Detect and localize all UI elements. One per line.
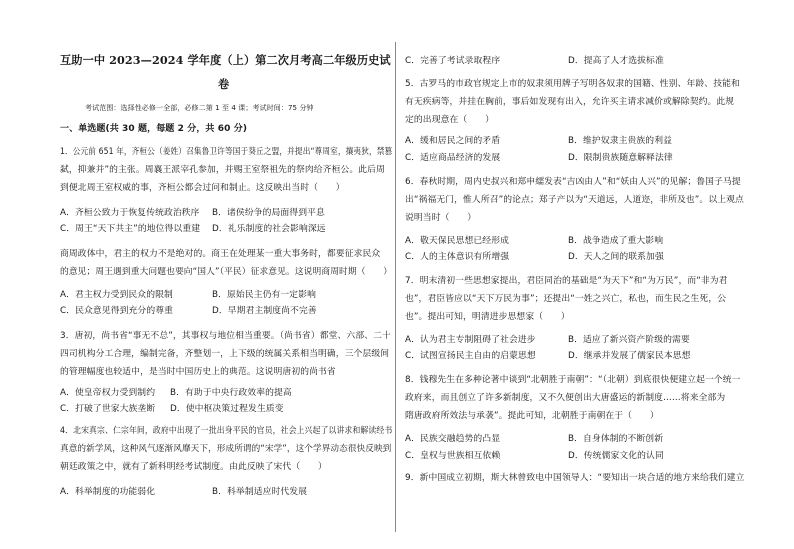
q5-line: 有无疾病等，并挂在胸前，事后如发现有出入，允许买主请求减价或解除契约。此规 — [405, 97, 735, 107]
q9-line: 9．新中国成立初期，斯大林曾致电中国领导人：“要知出一块合适的地方来给我们建立 — [405, 473, 745, 483]
q8-option-b[interactable]: B．自身体制的不断创新 — [568, 434, 664, 444]
q2-line: 商周政体中，君主的权力不是绝对的。商王在处理某一重大事务时，都要征求民众 — [60, 249, 381, 259]
q7-line: 也”，君臣皆应以“天下万民为事”；还提出“一姓之兴亡，私也，而生民之生死，公 — [405, 294, 727, 304]
q4-line: 朝廷政策之中，就有了新科明经考试制度。由此反映了宋代（ ） — [60, 462, 327, 472]
q5-option-a[interactable]: A．缓和居民之间的矛盾 — [405, 136, 501, 146]
q2-option-a[interactable]: A．君主权力受到民众的限制 — [60, 290, 173, 300]
q4-option-c[interactable]: C．完善了考试录取程序 — [405, 56, 501, 66]
q6-option-a[interactable]: A．敬天保民思想已经形成 — [405, 236, 509, 246]
q8-option-d[interactable]: D．传统儒家文化的认同 — [568, 451, 664, 461]
exam-scope: 考试范围：选择性必修一全部，必修二第 1 至 4 课；考试时间：75 分钟 — [85, 104, 314, 112]
q3-option-a[interactable]: A．使皇帝权力受到制约 — [60, 388, 156, 398]
q6-line: 6．春秋时期，周内史叔兴和郑申繻发表“吉凶由人”和“妖由人兴”的见解；鲁国子马提 — [405, 177, 741, 187]
q3-option-c[interactable]: C．打破了世家大族垄断 — [60, 404, 156, 414]
section-heading: 一、单选题(共 30 题，每题 2 分，共 60 分) — [60, 124, 248, 134]
q7-line: 也”。提出可知，明清进步思想家（ ） — [405, 312, 570, 322]
q6-line: 说明当时（ ） — [405, 213, 477, 223]
q1-option-d[interactable]: D．礼乐制度的社会影响深远 — [212, 224, 326, 234]
q5-line: 5．古罗马的市政官规定上市的奴隶须用牌子写明各奴隶的国籍、性别、年龄、技能和 — [405, 79, 740, 89]
q1-line: 弑，抑兼并”的主张。周襄王派宰孔参加，并赐王室祭祖先的祭肉给齐桓公。此后周 — [60, 165, 385, 175]
q1-option-a[interactable]: A．齐桓公致力于恢复传统政治秩序 — [60, 208, 200, 218]
q7-option-c[interactable]: C．试图宣扬民主自由的启蒙思想 — [405, 351, 536, 361]
q5-option-c[interactable]: C．适应商品经济的发展 — [405, 153, 501, 163]
q2-option-c[interactable]: C．民众意见得到充分的尊重 — [60, 306, 174, 316]
q8-line: 隋唐政府所效法与承袭”。提此可知，北朝胜于南朝在于（ ） — [405, 411, 659, 421]
q8-option-a[interactable]: A．民族交融趋势的凸显 — [405, 434, 501, 444]
q2-line: 的意见；周王遇到重大问题也要向“国人”（平民）征求意见。这说明商周时期（ ） — [60, 267, 393, 277]
q2-option-d[interactable]: D．早期君主制度尚不完善 — [212, 306, 317, 316]
q3-option-d[interactable]: D．使中枢决策过程发生质变 — [170, 404, 284, 414]
q1-option-c[interactable]: C．周王“天下共主”的地位得以重建 — [60, 224, 201, 234]
q8-option-c[interactable]: C．皇权与世族相互依赖 — [405, 451, 501, 461]
q5-option-d[interactable]: D．限制贵族随意解释法律 — [568, 153, 673, 163]
q3-option-b[interactable]: B．有助于中央行政效率的提高 — [170, 388, 292, 398]
q4-option-d[interactable]: D．提高了人才选拔标准 — [568, 56, 664, 66]
q5-option-b[interactable]: B．维护奴隶主贵族的利益 — [568, 136, 673, 146]
q7-line: 7．明末清初一些思想家提出，君臣同治的基础是“为天下”和“为万民”，而“非为君 — [405, 276, 728, 286]
q1-option-b[interactable]: B．诸侯纷争的局面得到平息 — [212, 208, 325, 218]
q7-option-a[interactable]: A．认为君主专制阻碍了社会进步 — [405, 335, 536, 345]
q4-option-b[interactable]: B．科举制适应时代发展 — [212, 487, 308, 497]
exam-title-line1: 互助一中 2023—2024 学年度（上）第二次月考高二年级历史试 — [60, 53, 391, 67]
q4-option-a[interactable]: A．科举制度的功能弱化 — [60, 487, 156, 497]
q6-line: 出“祸福无门，惟人所召”的论点；郑子产以为“天道远，人道迩，非所及也”。以上观点 — [405, 195, 744, 205]
q6-option-d[interactable]: D．天人之间的联系加强 — [568, 252, 664, 262]
q6-option-c[interactable]: C．人的主体意识有所增强 — [405, 252, 510, 262]
q3-line: 四司机构分工合理，编制完备，齐整划一，上下级的统属关系相当明确，三个层级间 — [60, 349, 390, 359]
q8-line: 政府来，而且创立了许多新制度，又不久便创出大唐盛运的新制度……将来全部为 — [405, 393, 726, 403]
q4-line: 真意的新学风，这种风气逐渐风靡天下，形成所谓的“宋学”，这个学界动态很快反映到 — [60, 444, 392, 454]
q7-option-d[interactable]: D．继承并发展了儒家民本思想 — [568, 351, 691, 361]
q6-option-b[interactable]: B．战争造成了重大影响 — [568, 236, 664, 246]
q1-line: 1．公元前 651 年，齐桓公（姜姓）召集鲁卫许等国于葵丘之盟，并提出“尊周室，攘夷狄，禁篡 — [60, 147, 393, 157]
q2-option-b[interactable]: B．原始民主仍有一定影响 — [212, 290, 317, 300]
q1-line: 到便北周王室权威的事，齐桓公都会过问和制止。这反映出当时（ ） — [60, 183, 345, 193]
q4-line: 4．北宋真宗、仁宗年间，政府中出现了一批出身平民的官员，社会上兴起了以讲求和解读经书 — [60, 426, 393, 436]
q8-line: 8．钱穆先生在多种论著中谈到“北朝胜于南朝”：“（北朝）到底很快便建立起一个统一 — [405, 375, 741, 385]
q5-line: 定的出现意在（ ） — [405, 115, 494, 125]
q3-line: 3．唐初，尚书省“事无不总”，其事权与地位相当重要。（尚书省）都堂、六部、二十 — [60, 331, 391, 341]
column-divider — [395, 42, 396, 532]
q7-option-b[interactable]: B．适应了新兴资产阶级的需要 — [568, 335, 690, 345]
exam-title-line2: 卷 — [218, 77, 230, 91]
q3-line: 的管理幅度也较适中，是当时中国历史上的典范。这说明唐初的尚书省 — [60, 367, 336, 377]
